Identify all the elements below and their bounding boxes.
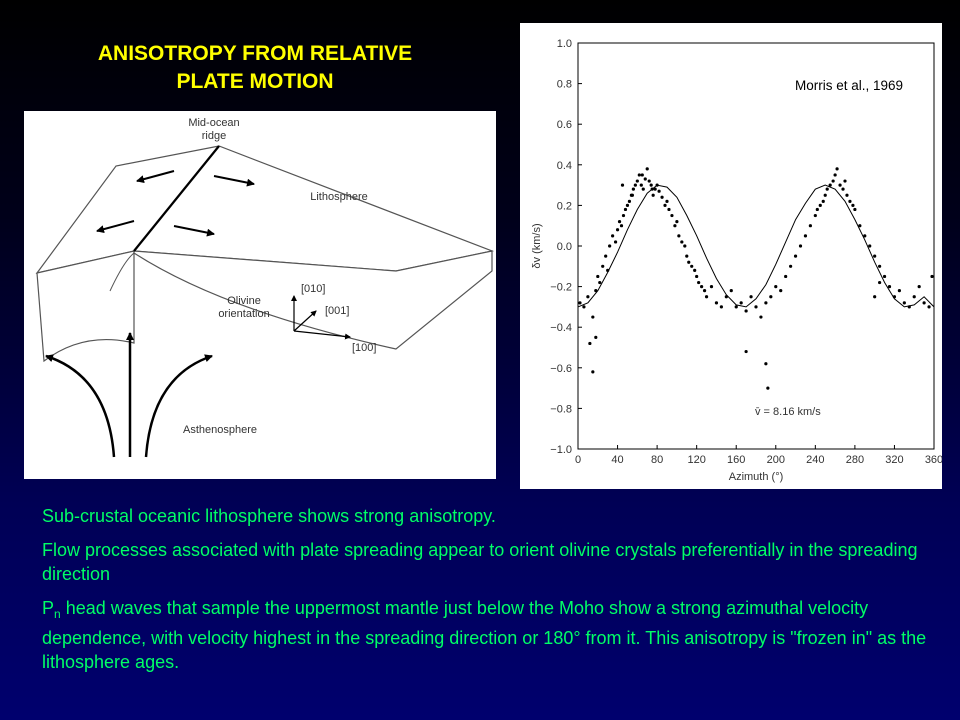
data-point [578,301,581,304]
data-point [848,200,851,203]
data-point [794,255,797,258]
data-point [594,336,597,339]
velocity-azimuth-chart [520,23,942,489]
data-point [779,289,782,292]
data-point [620,224,623,227]
data-point [604,255,607,258]
data-point [759,315,762,318]
data-point [853,208,856,211]
data-point [665,200,668,203]
model-curve [578,185,934,307]
paragraph-1: Sub-crustal oceanic lithosphere shows strong anisotropy. [42,506,496,526]
data-point [845,194,848,197]
slide-title [30,40,480,96]
data-point [667,208,670,211]
data-point [888,285,891,288]
data-point [873,295,876,298]
paragraph-2: Flow processes associated with plate spreading appear to orient olivine crystals preferentially in the spreading direction [42,540,918,584]
data-point [601,265,604,268]
data-point [695,275,698,278]
data-point [843,179,846,182]
label-asthenosphere: Asthenosphere [183,424,257,436]
label-axis-010: [010] [301,283,326,295]
data-point [632,188,635,191]
data-point [749,295,752,298]
data-point [878,265,881,268]
label-axis-001: [001] [325,305,350,317]
data-point [705,295,708,298]
data-point [618,220,621,223]
label-ridge-2: ridge [201,130,227,142]
y-tick-label: 0.6 [556,119,572,132]
data-point [918,285,921,288]
data-point [648,179,651,182]
x-tick-label: 240 [806,454,825,466]
x-tick-label: 0 [574,454,582,466]
data-point [923,301,926,304]
data-point [715,301,718,304]
label-olivine-2: orientation [218,308,270,320]
y-axis-label: δv (km/s) [531,223,543,269]
title-line-2: PLATE MOTION [176,70,334,93]
x-tick-label: 320 [885,454,904,466]
data-point [616,228,619,231]
data-point [626,204,629,207]
y-tick-label: 0.4 [556,159,572,172]
data-point [898,289,901,292]
data-point [769,295,772,298]
pn-symbol: P [42,598,55,618]
label-lithosphere: Lithosphere [310,191,368,203]
plot-frame [578,43,934,449]
data-point [614,240,617,243]
y-tick-label: −0.8 [550,403,572,416]
y-tick-label: −1.0 [550,444,572,456]
mean-velocity-annotation: v̄ = 8.16 km/s [755,406,821,418]
data-point [586,295,589,298]
y-tick-label: 0.0 [556,241,572,253]
data-point [644,177,647,180]
data-point [816,208,819,211]
data-point [611,234,614,237]
data-point [697,281,700,284]
data-point [735,305,738,308]
ridge-block-diagram [24,111,496,479]
x-tick-label: 200 [766,454,785,466]
data-point [710,285,713,288]
data-point [766,387,769,390]
pn-subscript: n [54,607,61,621]
data-point [591,370,594,373]
data-point [809,224,812,227]
data-point [582,305,585,308]
data-point [764,301,767,304]
data-point [720,305,723,308]
data-point [703,289,706,292]
label-olivine-1: Olivine [227,295,261,307]
data-point [903,301,906,304]
data-point [745,309,748,312]
data-point [622,214,625,217]
data-point [638,173,641,176]
data-point [660,196,663,199]
data-point [641,173,644,176]
paragraph-3-text: head waves that sample the uppermost mantle just below the Moho show a strong azimuthal velocity dependence, with velocity highest in the spreading direction or 180° from it. This anisotropy is "frozen in" as the lithosphere ages. [42,598,927,672]
data-point [868,244,871,247]
data-point [873,255,876,258]
x-tick-label: 160 [727,454,746,466]
data-point [646,167,649,170]
data-point [754,305,757,308]
data-point [851,204,854,207]
data-point [675,220,678,223]
y-tick-label: 1.0 [556,38,572,50]
data-point [824,194,827,197]
x-tick-label: 280 [845,454,865,466]
data-point [832,179,835,182]
upwelling-arrow [146,356,212,457]
data-point [826,188,829,191]
data-point [663,204,666,207]
x-tick-label: 40 [611,454,624,466]
data-point [838,184,841,187]
data-point [640,184,643,187]
data-point [621,184,624,187]
data-point [822,200,825,203]
data-point [819,204,822,207]
data-point [657,190,660,193]
y-tick-label: −0.2 [550,281,572,294]
data-point [804,234,807,237]
data-point [835,167,838,170]
x-tick-label: 80 [650,454,664,466]
label-axis-100: [100] [352,342,377,354]
data-point [745,350,748,353]
paragraph-3 [42,596,952,674]
data-point [740,301,743,304]
data-point [687,261,690,264]
data-point [764,362,767,365]
data-point [591,315,594,318]
data-point [930,275,933,278]
data-point [670,214,673,217]
data-point [636,179,639,182]
data-point [673,224,676,227]
block-diagram-svg [24,111,496,479]
chart-citation: Morris et al., 1969 [794,78,903,93]
data-point [677,234,680,237]
label-ridge-1: Mid-ocean [188,117,240,129]
data-point [598,281,601,284]
data-point [883,275,886,278]
data-point [608,244,611,247]
data-point [730,289,733,292]
data-point [913,295,916,298]
x-tick-label: 360 [924,454,942,466]
data-point [789,265,792,268]
x-axis-label: Azimuth (°) [728,471,784,483]
data-point [628,200,631,203]
data-point [799,244,802,247]
y-tick-label: −0.4 [550,322,572,335]
data-point [834,173,837,176]
upwelling-arrow [46,356,114,457]
data-point [700,285,703,288]
y-tick-label: 0.2 [556,200,572,213]
data-point [588,342,591,345]
chart-svg [520,23,942,489]
data-point [631,194,634,197]
data-point [814,214,817,217]
data-point [784,275,787,278]
side-face [134,251,492,349]
data-point [683,244,686,247]
title-line-1: ANISOTROPY FROM RELATIVE [97,42,413,65]
data-point [693,269,696,272]
data-point [774,285,777,288]
data-point [652,194,655,197]
data-point [685,255,688,258]
data-point [596,275,599,278]
slide-body [42,504,952,684]
data-point [634,184,637,187]
data-point [878,281,881,284]
y-tick-label: −0.6 [550,362,572,375]
data-point [841,188,844,191]
data-point [650,184,653,187]
y-tick-label: 0.8 [556,78,572,91]
data-point [927,305,930,308]
data-point [642,188,645,191]
data-point [680,240,683,243]
data-point [690,265,693,268]
lithosphere-top-surface [37,146,492,273]
x-tick-label: 120 [687,454,706,466]
data-point [624,208,627,211]
